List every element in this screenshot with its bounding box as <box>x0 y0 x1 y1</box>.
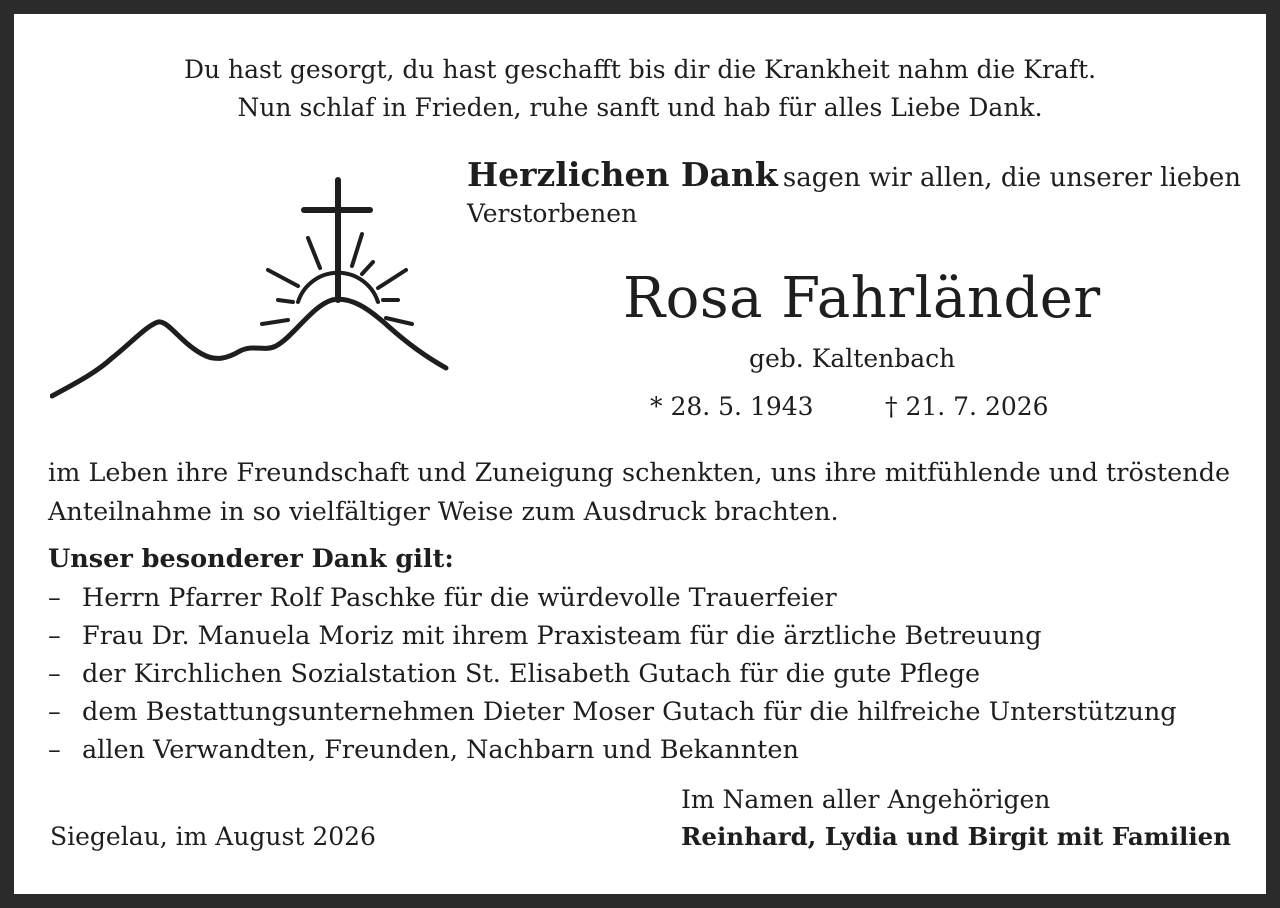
thanks-rest: sagen wir allen, die unserer lieben <box>782 163 1241 193</box>
thanks-line <box>467 155 1241 194</box>
thanks-bold: Herzlichen Dank <box>467 155 778 194</box>
dash-bullet: – <box>48 735 61 765</box>
dash-bullet: – <box>48 621 61 651</box>
list-item <box>48 621 1042 651</box>
list-item-text: dem Bestattungsunternehmen Dieter Moser Gutach für die hilfreiche Unterstützung <box>82 697 1177 727</box>
poem-line-1: Du hast gesorgt, du hast geschafft bis dir die Krankheit nahm die Kraft. <box>183 55 1097 84</box>
body-line-1: im Leben ihre Freundschaft und Zuneigung schenkten, uns ihre mitfühlende und tröstende <box>48 458 1231 488</box>
thanks-line-2: Verstorbenen <box>467 199 638 228</box>
signature-names: Reinhard, Lydia und Birgit mit Familien <box>681 822 1232 851</box>
on-behalf-line: Im Namen aller Angehörigen <box>681 785 1051 814</box>
birth-date: * 28. 5. 1943 <box>650 392 814 421</box>
list-item <box>48 735 799 765</box>
list-item-text: allen Verwandten, Freunden, Nachbarn und Bekannten <box>82 735 799 765</box>
list-item-text: Frau Dr. Manuela Moriz mit ihrem Praxisteam für die ärztliche Betreuung <box>82 621 1042 651</box>
birth-name: geb. Kaltenbach <box>749 344 956 373</box>
cross-sunrise-mountain-icon <box>50 176 450 401</box>
deceased-name: Rosa Fahrländer <box>623 266 1101 331</box>
list-item <box>48 583 837 613</box>
list-item-text: Herrn Pfarrer Rolf Paschke für die würdevolle Trauerfeier <box>82 583 837 613</box>
place-date: Siegelau, im August 2026 <box>50 822 376 851</box>
death-date: † 21. 7. 2026 <box>885 392 1049 421</box>
list-item-text: der Kirchlichen Sozialstation St. Elisabeth Gutach für die gute Pflege <box>82 659 981 689</box>
list-item <box>48 697 1177 727</box>
list-item <box>48 659 980 689</box>
dash-bullet: – <box>48 697 61 727</box>
dash-bullet: – <box>48 583 61 613</box>
poem-line-2: Nun schlaf in Frieden, ruhe sanft und hab für alles Liebe Dank. <box>237 93 1043 122</box>
dash-bullet: – <box>48 659 61 689</box>
special-thanks-heading: Unser besonderer Dank gilt: <box>48 544 454 574</box>
body-line-2: Anteilnahme in so vielfältiger Weise zum Ausdruck brachten. <box>48 497 839 527</box>
